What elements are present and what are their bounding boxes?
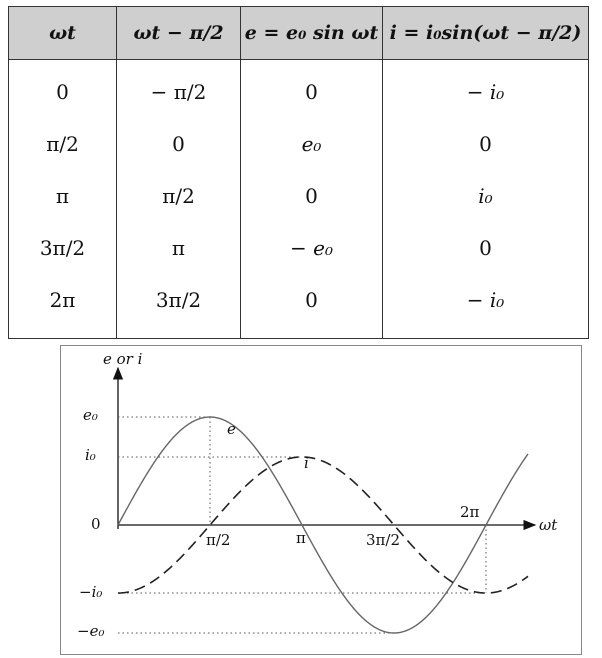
x-axis-label: ωt (539, 516, 558, 534)
table-row (9, 60, 589, 119)
y-tick-label: i₀ (85, 445, 96, 464)
table-cell: − e₀ (241, 222, 383, 274)
table-header-row (9, 7, 589, 60)
graph-canvas (61, 346, 581, 654)
table-cell: 0 (383, 222, 589, 274)
table-cell: π/2 (117, 170, 241, 222)
y-tick-label: −i₀ (79, 583, 103, 602)
table-cell: − i₀ (383, 274, 589, 339)
table-cell: 3π/2 (9, 222, 117, 274)
series-label-e: e (227, 420, 236, 438)
y-tick-label: −e₀ (77, 622, 105, 640)
y-axis-label: e or i (103, 350, 143, 368)
header-omega-t-minus-half-pi: ωt − π/2 (117, 7, 241, 60)
table-cell: − i₀ (383, 60, 589, 119)
table-cell: 0 (241, 274, 383, 339)
table-cell: i₀ (383, 170, 589, 222)
x-tick-label: π/2 (206, 531, 231, 549)
ac-phase-graph (60, 345, 582, 655)
table-row (9, 170, 589, 222)
table-cell: 0 (241, 60, 383, 119)
table-cell: 3π/2 (117, 274, 241, 339)
table-cell: π/2 (9, 118, 117, 170)
phase-table-container (8, 6, 588, 339)
header-i: i = i₀sin(ωt − π/2) (383, 7, 589, 60)
table-row (9, 274, 589, 339)
table-cell: 0 (9, 60, 117, 119)
table-row (9, 222, 589, 274)
x-tick-label: π (296, 529, 306, 547)
table-cell: 0 (241, 170, 383, 222)
table-cell: − π/2 (117, 60, 241, 119)
x-tick-label: 3π/2 (366, 531, 400, 549)
table-cell: π (117, 222, 241, 274)
y-tick-label: 0 (91, 515, 101, 533)
table-cell: 0 (117, 118, 241, 170)
header-omega-t: ωt (9, 7, 117, 60)
table-cell: 2π (9, 274, 117, 339)
series-label-i: i (304, 454, 309, 472)
header-e: e = e₀ sin ωt (241, 7, 383, 60)
table-row (9, 118, 589, 170)
table-cell: π (9, 170, 117, 222)
table-cell: 0 (383, 118, 589, 170)
table-cell: e₀ (241, 118, 383, 170)
x-tick-label: 2π (460, 503, 480, 521)
y-tick-label: e₀ (83, 406, 98, 424)
phase-table (8, 6, 589, 339)
